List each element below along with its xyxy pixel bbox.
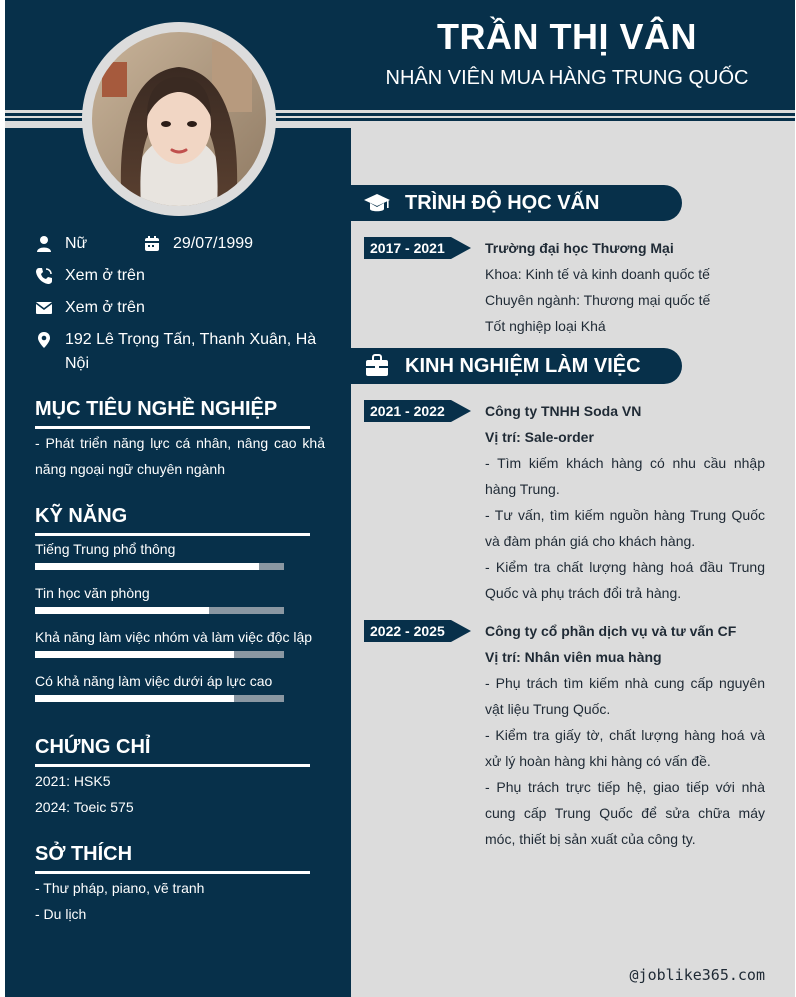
job-line: - Kiểm tra chất lượng hàng hoá đầu Trung Quốc và phụ trách đổi trả hàng. [485,559,765,601]
job-date: 2022 - 2025 [364,620,451,642]
school-name: Trường đại học Thương Mại [485,240,674,256]
address-value [65,328,316,376]
skill-label: Tiếng Trung phổ thông [35,541,176,557]
job-date-tag [364,400,471,422]
job-date: 2021 - 2022 [364,400,451,422]
hobbies-rule [35,871,310,874]
address-line-1: 192 Lê Trọng Tấn, Thanh Xuân, Hà [65,331,317,348]
candidate-role: NHÂN VIÊN MUA HÀNG TRUNG QUỐC [385,67,749,89]
date-arrow [451,237,471,259]
phone-row [35,264,145,288]
job-position: Vị trí: Nhân viên mua hàng [485,649,662,665]
watermark: @joblike365.com [629,966,765,984]
phone-icon [35,267,53,285]
address-row [35,328,335,376]
date-arrow [451,620,471,642]
job-position: Vị trí: Sale-order [485,429,594,445]
job-entry [485,398,765,606]
skill-bar [35,651,284,658]
skill-bar-fill [35,695,234,702]
experience-banner [351,348,682,384]
date-arrow [451,400,471,422]
graduation-cap-icon [363,189,391,217]
birthday-value: 29/07/1999 [173,235,254,252]
mail-icon [35,299,53,317]
address-line-2: Nội [65,355,90,372]
education-date: 2017 - 2021 [364,237,451,259]
job-line: - Phụ trách trực tiếp hệ, giao tiếp với nhà cung cấp Trung Quốc để sửa chữa máy móc, thiết bị sản xuất của công ty. [485,779,765,847]
hobbies-title: SỞ THÍCH [35,843,133,865]
skill-bar-fill [35,607,209,614]
education-date-tag [364,237,471,259]
skill-bar [35,695,284,702]
gender-row [35,232,87,256]
skill-label: Khả năng làm việc nhóm và làm việc độc lập [35,629,313,645]
skills-title: KỸ NĂNG [35,505,128,527]
job-line: - Tìm kiếm khách hàng có nhu cầu nhập hàng Trung. [485,455,765,497]
education-entry [485,235,765,339]
job-line: - Tư vấn, tìm kiếm nguồn hàng Trung Quốc và đàm phán giá cho khách hàng. [485,507,765,549]
hobby-item: - Thư pháp, piano, vẽ tranh [35,880,205,896]
email-value: Xem ở trên [65,299,145,316]
education-line: Tốt nghiệp loại Khá [485,318,606,334]
candidate-name: TRẦN THỊ VÂN [437,16,697,57]
user-icon [35,235,53,253]
job-entry [485,618,765,852]
birthday-row [143,232,253,256]
certificate-item: 2021: HSK5 [35,773,111,789]
avatar [92,32,266,206]
objective-rule [35,426,310,429]
skill-label: Tin học văn phòng [35,585,150,601]
calendar-icon [143,235,161,253]
skill-bar [35,607,284,614]
email-row [35,296,145,320]
company-name: Công ty cổ phần dịch vụ và tư vấn CF [485,623,737,639]
certificates-title: CHỨNG CHỈ [35,736,151,758]
job-date-tag [364,620,471,642]
skill-bar-fill [35,651,234,658]
company-name: Công ty TNHH Soda VN [485,403,642,419]
skill-bar [35,563,284,570]
gender-value: Nữ [65,235,88,252]
objective-title: MỤC TIÊU NGHỀ NGHIỆP [35,398,278,420]
certificates-rule [35,764,310,767]
education-banner [351,185,682,221]
sidebar [5,128,351,997]
cv-page [5,0,795,997]
objective-text: - Phát triển năng lực cá nhân, nâng cao khả năng ngoại ngữ chuyên ngành [35,435,325,477]
skill-bar-fill [35,563,259,570]
education-line: Khoa: Kinh tế và kinh doanh quốc tế [485,266,710,282]
job-line: - Kiểm tra giấy tờ, chất lượng hàng hoá và xử lý hoàn hàng khi hàng có vấn đề. [485,727,765,769]
hobby-item: - Du lịch [35,906,87,922]
phone-value: Xem ở trên [65,267,145,284]
certificate-item: 2024: Toeic 575 [35,799,134,815]
education-title: TRÌNH ĐỘ HỌC VẤN [405,191,600,214]
location-pin-icon [35,331,53,349]
skill-label: Có khả năng làm việc dưới áp lực cao [35,673,273,689]
experience-title: KINH NGHIỆM LÀM VIỆC [405,354,641,377]
education-line: Chuyên ngành: Thương mại quốc tế [485,292,711,308]
job-line: - Phụ trách tìm kiếm nhà cung cấp nguyên vật liệu Trung Quốc. [485,675,765,717]
skills-rule [35,533,310,536]
briefcase-icon [363,352,391,380]
